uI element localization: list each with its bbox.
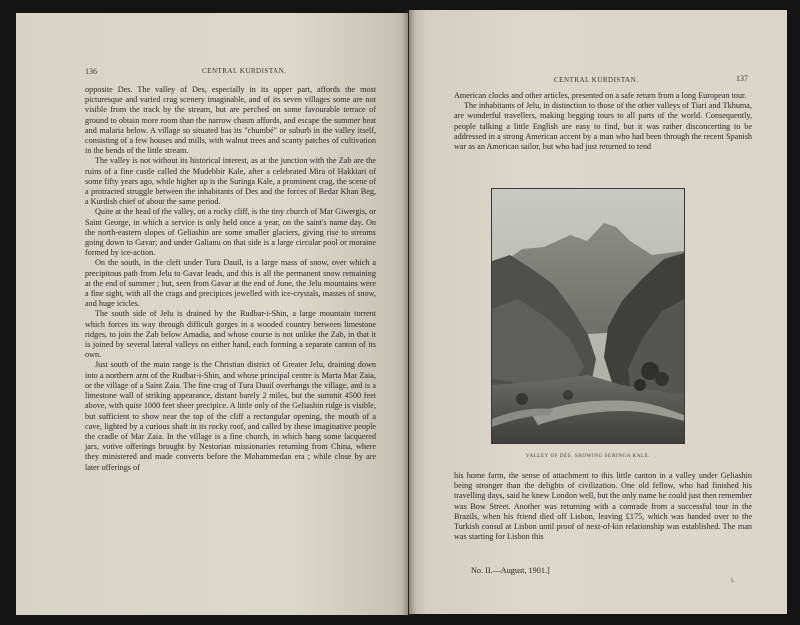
right-page — [409, 10, 787, 614]
figure-caption: VALLEY OF DES, SHOWING SURINGA KALE. — [525, 454, 651, 459]
valley-photograph — [491, 188, 685, 444]
signature-mark: L — [731, 578, 735, 584]
left-page-body — [85, 85, 376, 473]
left-paragraph-5: The south side of Jelu is drained by the Rudbar-i-Shin, a large mountain torrent which forces its way through difficult gorges in a wooded country between limestone ridges, to join the Zab below Amadia, and whose course is not unlike the Zab, in that it is joined by several lateral valleys on either hand, each forming a separate canton of its own. — [85, 309, 376, 360]
left-page — [16, 13, 408, 615]
right-running-title: CENTRAL KURDISTAN. — [554, 76, 639, 84]
left-paragraph-3: Quite at the head of the valley, on a rocky cliff, is the tiny church of Mar Giwergis, or Saint George, in which a service is only held once a year, on the saint's name day. On the north-eastern slopes of Geliashin are some smaller glaciers, giving rise to streams going down to Gavar; and under Galianu on that side is a large circular pool or moraine formed by ice-action. — [85, 207, 376, 258]
left-page-number: 136 — [85, 67, 97, 76]
issue-footer: No. II.—August, 1901.] — [471, 566, 550, 575]
right-page-body-bottom — [454, 471, 752, 542]
book-gutter — [402, 10, 416, 616]
right-paragraph-3: his home farm, the sense of attachment to this little canton in a valley under Geliashin being stronger than the delights of civilization. One old fellow, who had finished his travelling days, said he knew London well, but the only name he could just then remember was Bow Street. Another was returning with a comrade from a successful tour in the Brazils, when his friend died off Lisbon, leaving £175, which was handed over to the Turkish consul at Lisbon until proof of next-of-kin relationship was established. The man was starting for Lisbon this — [454, 471, 752, 542]
mountain-valley-image — [492, 189, 684, 443]
right-paragraph-1: American clocks and other articles, presented on a safe return from a long European tour. — [454, 91, 747, 100]
right-paragraph-2: The inhabitants of Jelu, in distinction to those of the other valleys of Tiari and Tkhuma, are wonderful travellers, making begging tours to all parts of the world. Consequently, people talking a little English are easy to find, but it was rather disconcerting to be addressed in a strong American accent by a man who had been through the recent Spanish war as an American sailor, but who had just returned to tend — [454, 101, 752, 152]
right-page-number: 137 — [736, 74, 748, 83]
left-running-title: CENTRAL KURDISTAN. — [202, 67, 287, 75]
left-paragraph-4: On the south, in the cleft under Tura Dauil, is a large mass of snow, over which a precipitous path from Jelu to Gavar leads, and this is all the permanent snow remaining at the end of summer ; but, seen from Gavar at the end of June, the Jelu mountains were a fine sight, with all the crags and precipices jewelled with ice-crystals, masses of snow, and huge icicles. — [85, 258, 376, 309]
right-page-body-top — [454, 91, 752, 152]
left-paragraph-1: opposite Des. The valley of Des, especially in its upper part, affords the most picturesque and varied crag scenery imaginable, and of its seven villages some are not visible from the track by the stream, but are perched on some favourable terrace of ground to obtain more room than the narrow chasm affords, and escape the summer heat and malaria below. A village so situated has its "chumbé" or suburb in the valley itself, consisting of a few houses and mills, with walnut trees and scanty patches of cultivation in the bends of the little stream. — [85, 85, 376, 156]
left-paragraph-2: The valley is not without its historical interest, as at the junction with the Zab are the ruins of a fine castle called the Mudebbir Kale, after a celebrated Mira of Hakkiari of some fifty years ago, while higher up is the Suringa Kale, a prominent crag, the scene of a protracted struggle between the inhabitants of Des and the forces of Bedar Khan Beg, a Kurdish chief of about the same period. — [85, 156, 376, 207]
left-paragraph-6: Just south of the main range is the Christian district of Greater Jelu, draining down into a northern arm of the Rudbar-i-Shin, and whose principal centre is Marta Mar Zaia, or the village of a Saint Zaia. The fine crag of Tura Dauil overhangs the village, and is a limestone wall of striking appearance, distant barely 2 miles, but the summit 4500 feet above, with quite 1000 feet sheer precipice. A little only of the Geliashin ridge is visible, but sufficient to show near the top of the cliff a rectangular opening, the mouth of a cave, lighted by a curious shaft in its rocky roof, and called by these imaginative people the cradle of Mar Zaia. In the village is a fine church, in which hang some lacquered jars, votive offerings brought by Nestorian missionaries returning from China, where they ministered and made converts before the Mohammedan era ; while close by are later offerings of — [85, 360, 376, 472]
